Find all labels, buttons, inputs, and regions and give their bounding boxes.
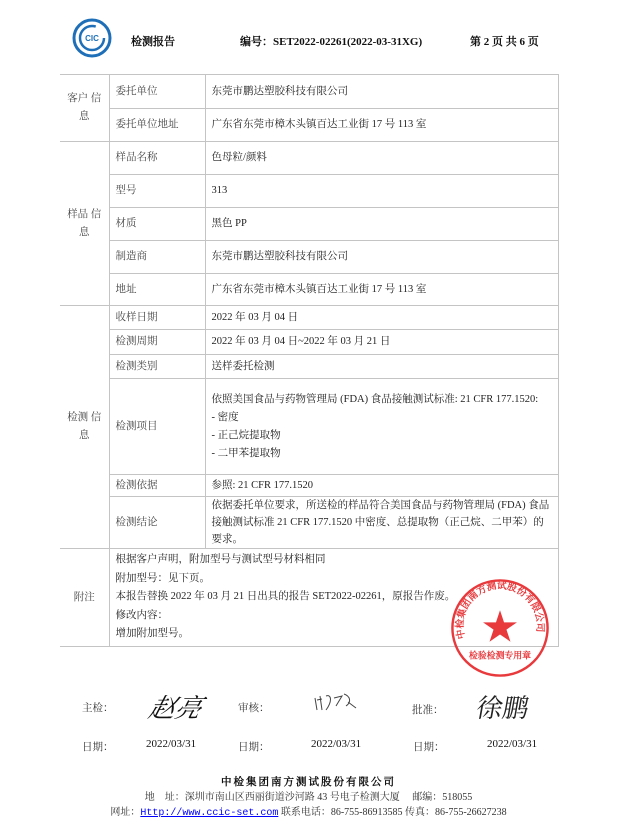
value: 参照: 21 CFR 177.1520: [205, 475, 559, 497]
value: 东莞市鹏达塑胶科技有限公司: [205, 241, 559, 274]
seal-inner-text: 检验检测专用章: [468, 650, 532, 661]
note-line: 附加型号：见下页。: [115, 572, 210, 584]
group-note: 附注: [60, 549, 109, 647]
label: 样品名称: [109, 142, 205, 175]
group-test: 检测 信息: [60, 306, 109, 549]
label: 检测结论: [109, 497, 205, 549]
value: 313: [205, 175, 559, 208]
group-sample: 样品 信息: [60, 142, 109, 306]
label: 收样日期: [109, 306, 205, 330]
value: 广东省东莞市樟木头镇百达工业街 17 号 113 室: [205, 274, 559, 306]
test-items: [205, 379, 559, 475]
inspector-label: 主检：: [82, 703, 114, 714]
contact-info: 联系电话：86-755-86913585 传真：86-755-26627238: [278, 807, 507, 818]
official-seal: [450, 578, 550, 678]
value: 广东省东莞市樟木头镇百达工业街 17 号 113 室: [205, 109, 559, 142]
approver-label: 批准：: [412, 705, 444, 716]
label: 型号: [109, 175, 205, 208]
seal-star-icon: [483, 610, 517, 641]
note-line: 修改内容：: [115, 609, 168, 621]
reviewer-signature: [312, 688, 362, 720]
note-line: 根据客户声明，附加型号与测试型号材料相同: [115, 554, 326, 566]
reviewer-label: 审核：: [238, 703, 270, 714]
test-item-line: 依照美国食品与药物管理局 (FDA) 食品接触测试标准: 21 CFR 177.1520:: [211, 393, 539, 405]
label: 制造商: [109, 241, 205, 274]
label: 检测项目: [109, 379, 205, 475]
value: 黑色 PP: [205, 208, 559, 241]
inspector-date: 2022/03/31: [146, 738, 197, 750]
footer-contact: [0, 807, 617, 820]
date-label: 日期：: [238, 742, 270, 753]
report-title: 检测报告: [131, 36, 175, 48]
label: 地址: [109, 274, 205, 306]
value: 色母粒/颜料: [205, 142, 559, 175]
web-label: 网址：: [110, 807, 141, 818]
label: 委托单位地址: [109, 109, 205, 142]
value: 东莞市鹏达塑胶科技有限公司: [205, 75, 559, 109]
label: 检测依据: [109, 475, 205, 497]
reviewer-date: 2022/03/31: [311, 738, 362, 750]
logo-text: CIC: [85, 34, 99, 43]
group-client: 客户 信息: [60, 75, 109, 142]
test-item-line: - 密度: [211, 411, 239, 423]
value: 依据委托单位要求，所送检的样品符合美国食品与药物管理局 (FDA) 食品接触测试标准 21 CFR 177.1520 中密度、总提取物（正己烷、二甲苯）的要求。: [205, 497, 559, 549]
label: 材质: [109, 208, 205, 241]
footer-company: 中检集团南方测试股份有限公司: [221, 777, 396, 788]
seal-outer-text: 中检集团南方测试股份有限公司: [454, 580, 546, 640]
report-number: 编号：SET2022-02261(2022-03-31XG): [240, 36, 423, 48]
approver-signature: 徐鹏: [473, 694, 532, 724]
report-info-table: [60, 74, 559, 647]
footer-address: 地 址：深圳市南山区西丽街道沙河路 43 号电子检测大厦 邮编：518055: [144, 792, 473, 803]
date-label: 日期：: [413, 742, 445, 753]
website-link[interactable]: Http://www.ccic-set.com: [140, 808, 279, 819]
note-line: 本报告替换 2022 年 03 月 21 日出具的报告 SET2022-02261，原报告作废。: [115, 591, 456, 603]
note-line: 增加附加型号。: [115, 628, 189, 640]
label: 检测周期: [109, 330, 205, 355]
value: 送样委托检测: [205, 355, 559, 379]
page-indicator: 第 2 页 共 6 页: [470, 36, 539, 48]
value: 2022 年 03 月 04 日~2022 年 03 月 21 日: [205, 330, 559, 355]
date-label: 日期：: [82, 742, 114, 753]
label: 检测类别: [109, 355, 205, 379]
inspector-signature: 赵亮: [145, 694, 206, 724]
label: 委托单位: [109, 75, 205, 109]
approver-date: 2022/03/31: [487, 738, 538, 750]
cic-logo: [72, 18, 112, 58]
test-item-line: - 正己烷提取物: [211, 429, 281, 441]
test-item-line: - 二甲苯提取物: [211, 447, 281, 459]
value: 2022 年 03 月 04 日: [205, 306, 559, 330]
